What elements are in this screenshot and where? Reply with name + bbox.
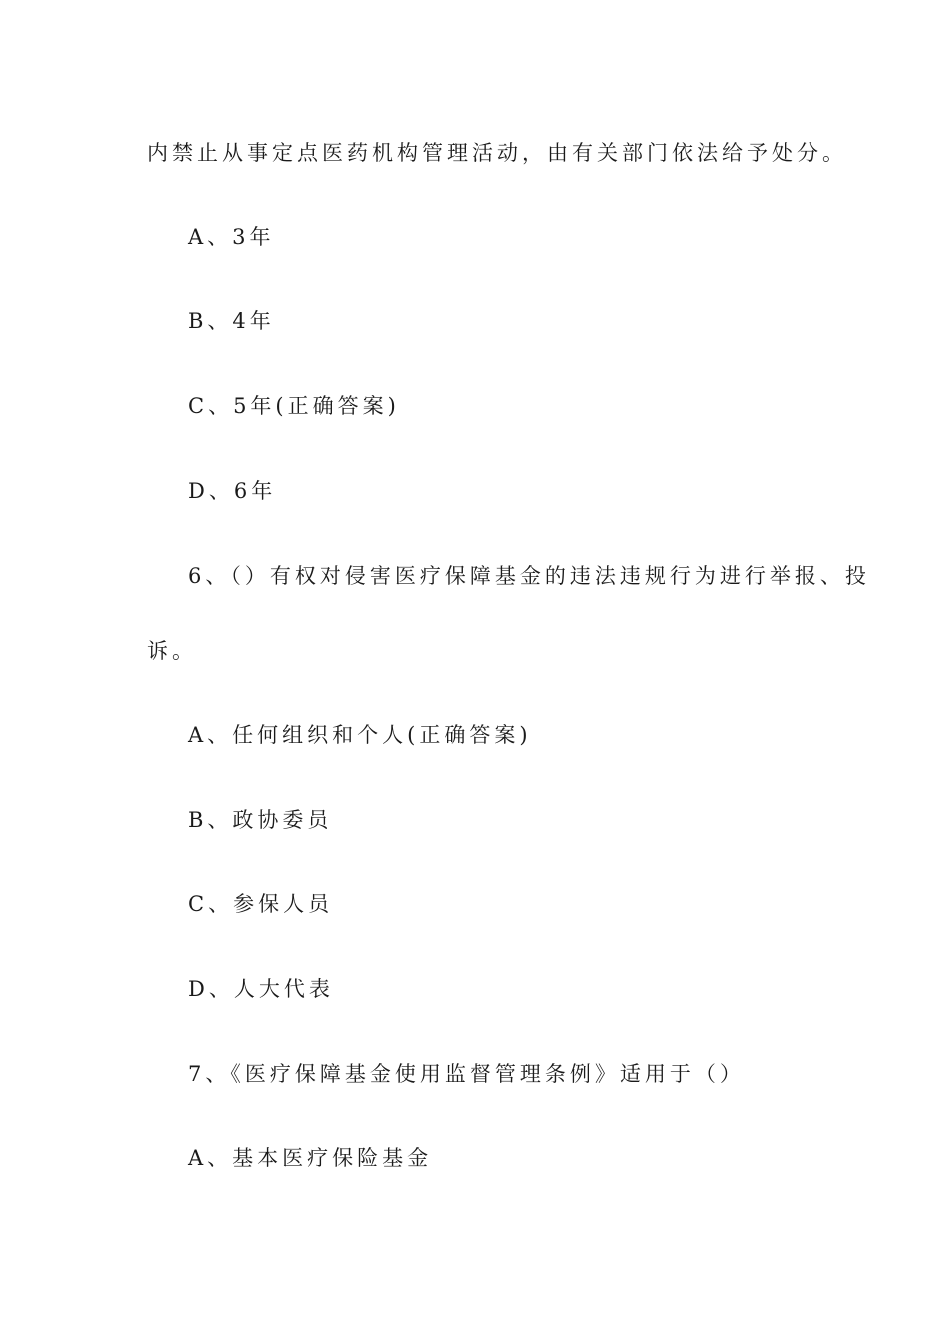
- q5-option-d: D、6年: [188, 479, 277, 503]
- q5-option-b: B、4年: [188, 309, 275, 333]
- q7-stem: 7、《医疗保障基金使用监督管理条例》适用于（）: [188, 1062, 745, 1086]
- q6-option-a: A、任何组织和个人(正确答案): [188, 723, 532, 747]
- q7-option-a: A、基本医疗保险基金: [188, 1146, 433, 1170]
- q6-option-c: C、参保人员: [188, 892, 334, 916]
- q6-option-b: B、政协委员: [188, 808, 333, 832]
- q6-stem-line2: 诉。: [147, 639, 197, 663]
- q5-option-c: C、5年(正确答案): [188, 394, 400, 418]
- q5-stem-continuation: 内禁止从事定点医药机构管理活动，由有关部门依法给予处分。: [147, 141, 847, 165]
- q6-option-d: D、人大代表: [188, 977, 334, 1001]
- q6-stem-line1: 6、（）有权对侵害医疗保障基金的违法违规行为进行举报、投: [188, 564, 870, 588]
- q5-option-a: A、3年: [188, 225, 275, 249]
